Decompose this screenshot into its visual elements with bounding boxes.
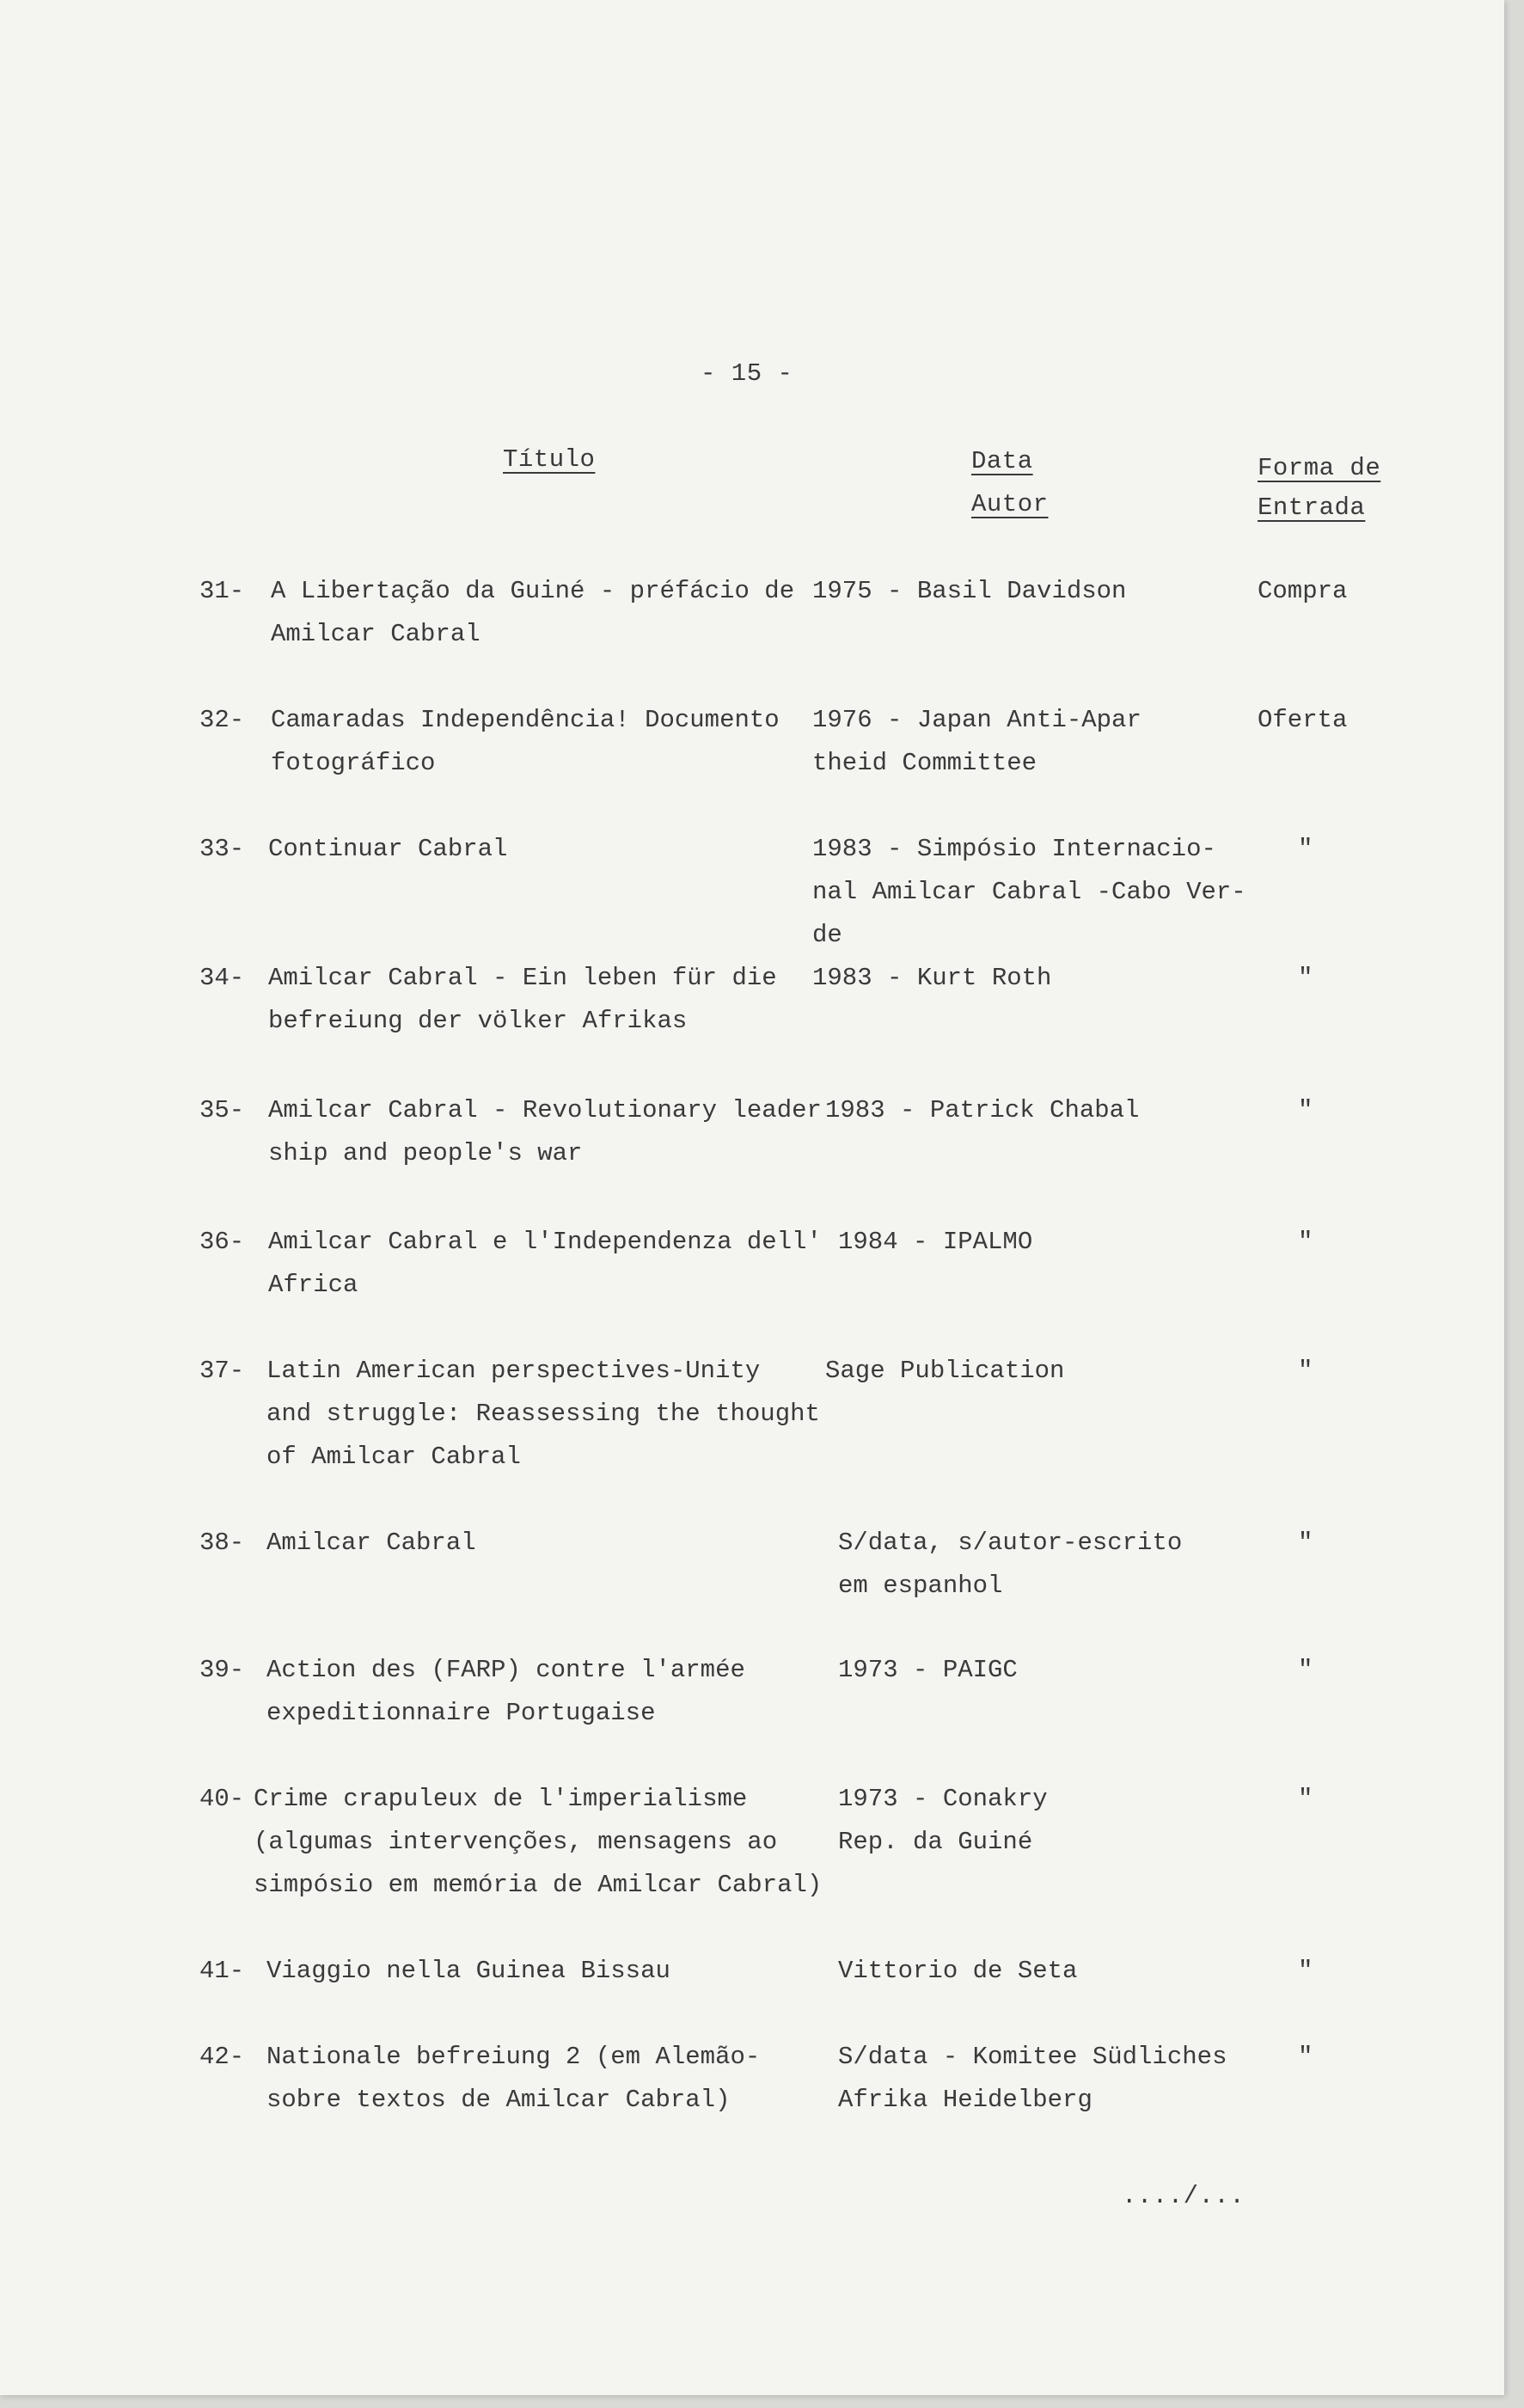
entry-titulo: Latin American perspectives-Unity and struggle: Reassessing the thought of Amilcar Cabral bbox=[266, 1357, 820, 1471]
entry-number: 36- bbox=[199, 1228, 245, 1256]
entry-data-autor: 1973 - Conakry Rep. da Guiné bbox=[838, 1785, 1048, 1856]
entry-titulo: Viaggio nella Guinea Bissau bbox=[266, 1957, 670, 1985]
entry-data-autor: Vittorio de Seta bbox=[838, 1957, 1078, 1985]
entry-forma-entrada: Compra bbox=[1258, 577, 1348, 605]
entry-data-autor: 1983 - Patrick Chabal bbox=[825, 1096, 1140, 1124]
entry-number: 31- bbox=[199, 577, 245, 605]
entry-number: 40- bbox=[199, 1785, 245, 1813]
entry-data-autor: S/data - Komitee Südliches Afrika Heidelberg bbox=[838, 2043, 1227, 2114]
entry-forma-entrada: " bbox=[1298, 1957, 1313, 1985]
header-data: Data bbox=[971, 447, 1033, 475]
entry-data-autor: 1973 - PAIGC bbox=[838, 1656, 1018, 1684]
entry-titulo: Crime crapuleux de l'imperialisme (algumas intervenções, mensagens ao simpósio em memória de Amilcar Cabral) bbox=[254, 1785, 823, 1899]
entry-titulo: Amilcar Cabral bbox=[266, 1529, 476, 1557]
entry-forma-entrada: " bbox=[1298, 1785, 1313, 1813]
entry-data-autor: 1975 - Basil Davidson bbox=[812, 577, 1127, 605]
entry-data-autor: 1984 - IPALMO bbox=[838, 1228, 1033, 1256]
entry-forma-entrada: " bbox=[1298, 835, 1313, 863]
entry-forma-entrada: " bbox=[1298, 964, 1313, 992]
entry-data-autor: S/data, s/autor-escrito em espanhol bbox=[838, 1529, 1183, 1600]
entry-data-autor: 1976 - Japan Anti-Apar theid Committee bbox=[812, 706, 1141, 777]
entry-number: 35- bbox=[199, 1096, 245, 1124]
entry-titulo: Action des (FARP) contre l'armée expeditionnaire Portugaise bbox=[266, 1656, 745, 1727]
entry-forma-entrada: " bbox=[1298, 1656, 1313, 1684]
header-forma-de: Forma de bbox=[1258, 454, 1381, 482]
entry-data-autor: Sage Publication bbox=[825, 1357, 1065, 1385]
entry-forma-entrada: Oferta bbox=[1258, 706, 1348, 734]
entry-data-autor: 1983 - Kurt Roth bbox=[812, 964, 1052, 992]
entry-number: 37- bbox=[199, 1357, 245, 1385]
entry-data-autor: 1983 - Simpósio Internacio- nal Amilcar Cabral -Cabo Ver- de bbox=[812, 835, 1246, 949]
continuation-mark: ..../... bbox=[1122, 2182, 1246, 2210]
entry-forma-entrada: " bbox=[1298, 1096, 1313, 1124]
header-entrada: Entrada bbox=[1258, 493, 1366, 522]
entry-titulo: Amilcar Cabral - Revolutionary leader ship and people's war bbox=[268, 1096, 822, 1167]
entry-number: 42- bbox=[199, 2043, 245, 2071]
entry-number: 32- bbox=[199, 706, 245, 734]
entry-titulo: A Libertação da Guiné - préfácio de Amilcar Cabral bbox=[271, 577, 795, 648]
entry-number: 33- bbox=[199, 835, 245, 863]
entry-forma-entrada: " bbox=[1298, 1228, 1313, 1256]
entry-number: 41- bbox=[199, 1957, 245, 1985]
entry-forma-entrada: " bbox=[1298, 1529, 1313, 1557]
entry-number: 39- bbox=[199, 1656, 245, 1684]
entry-titulo: Nationale befreiung 2 (em Alemão- sobre textos de Amilcar Cabral) bbox=[266, 2043, 761, 2114]
entry-forma-entrada: " bbox=[1298, 1357, 1313, 1385]
page-number: - 15 - bbox=[701, 359, 793, 388]
entry-titulo: Continuar Cabral bbox=[268, 835, 508, 863]
entry-number: 34- bbox=[199, 964, 245, 992]
entry-titulo: Amilcar Cabral e l'Independenza dell' Africa bbox=[268, 1228, 822, 1299]
header-autor: Autor bbox=[971, 490, 1049, 518]
header-titulo: Título bbox=[503, 445, 596, 474]
entry-forma-entrada: " bbox=[1298, 2043, 1313, 2071]
entry-titulo: Amilcar Cabral - Ein leben für die befreiung der völker Afrikas bbox=[268, 964, 777, 1035]
entry-titulo: Camaradas Independência! Documento fotográfico bbox=[271, 706, 780, 777]
entry-number: 38- bbox=[199, 1529, 245, 1557]
